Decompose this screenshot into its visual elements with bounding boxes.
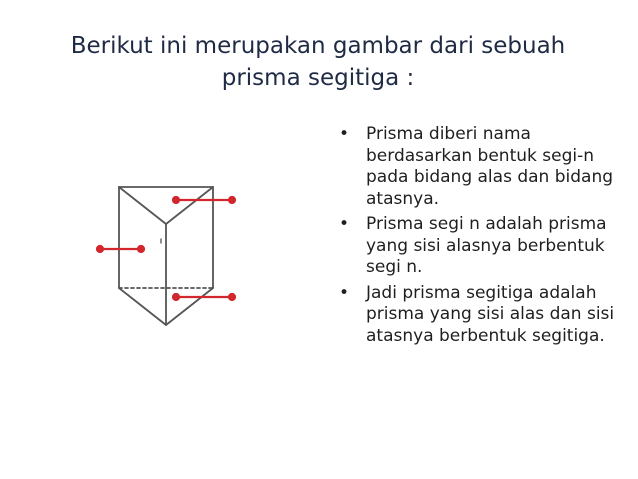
bullet-item [339,214,631,279]
top-face-pointer-end [229,197,235,203]
triangular-prism-diagram [92,180,242,340]
slide-title [48,30,588,94]
top-face-pointer-start [173,197,179,203]
bullet-item [339,124,631,210]
bullet-text: Jadi prisma segitiga adalah prisma yang sisi alas dan sisi atasnya berbentuk segitiga. [366,282,615,346]
bottom-face-pointer-end [229,294,235,300]
bottom-face-pointer-start [173,294,179,300]
bullet-dot: • [339,214,350,234]
bullet-dot: • [339,124,350,144]
bullet-dot: • [339,282,350,303]
bullet-text: Prisma segi n adalah prisma yang sisi alasnya berbentuk segi n. [366,214,607,277]
bullet-text: Prisma diberi nama berdasarkan bentuk segi-n pada bidang alas dan bidang atasnya. [366,124,614,209]
prism-top-front-edges [119,187,213,224]
title-line-1: Berikut ini merupakan gambar dari sebuah [70,33,566,59]
bullet-item [339,283,631,348]
prism-figure [92,180,242,340]
explanation-list [339,124,631,351]
title-line-2: prisma segitiga : [221,65,415,91]
side-face-pointer-start [97,246,103,252]
side-face-pointer-end [138,246,144,252]
